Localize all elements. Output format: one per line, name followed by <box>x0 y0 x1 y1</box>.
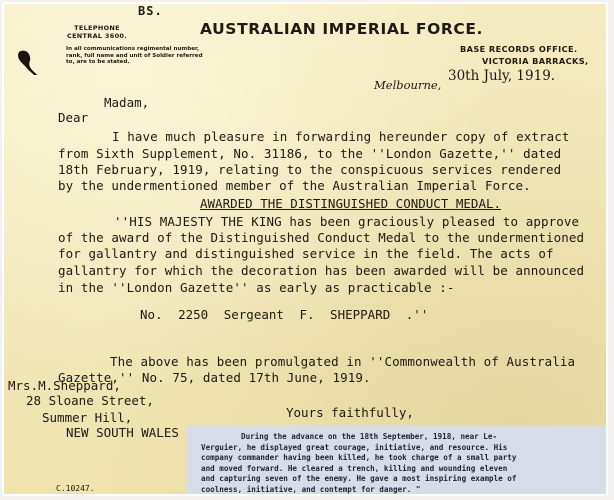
address-line: Mrs.M.Sheppard, <box>8 378 121 393</box>
paragraph-line: 18th February, 1919, relating to the conspicuous services rendered <box>58 162 562 177</box>
paragraph-line: from Sixth Supplement, No. 31186, to the ''London Gazette,'' dated <box>58 146 562 161</box>
document-frame <box>2 2 608 496</box>
citation-line: During the advance on the 18th September, 1918, near Le- <box>241 432 498 441</box>
instruction-line: rank, full name and unit of Soldier referred <box>66 52 203 59</box>
quote-line: for gallantry and distinguished service in the field. The acts of <box>58 246 554 261</box>
letter-date: 30th July, 1919. <box>448 68 556 84</box>
instructions-block <box>66 46 203 66</box>
telephone-number: CENTRAL 3600. <box>67 32 127 40</box>
soldier-line: No. 2250 Sergeant F. SHEPPARD .'' <box>140 307 429 322</box>
quote-line: in the ''London Gazette'' as early as practicable :- <box>58 280 455 295</box>
ink-blot-icon <box>16 48 38 76</box>
paragraph-line: Gazette,'' No. 75, dated 17th June, 1919. <box>58 370 371 385</box>
quote-line: ''HIS MAJESTY THE KING has been graciously pleased to approve <box>114 214 580 229</box>
quote-line: gallantry for which the decoration has been awarded will be announced <box>58 263 585 278</box>
address-line: 28 Sloane Street, <box>26 393 154 408</box>
instruction-line: In all communications regimental number, <box>66 46 200 52</box>
salutation-name: Madam, <box>104 95 150 110</box>
paragraph-line: The above has been promulgated in ''Commonwealth of Australia <box>110 354 576 369</box>
office-block <box>460 43 589 67</box>
reference-number: C.10247. <box>56 484 95 493</box>
top-code: BS. <box>138 4 163 18</box>
closing: Yours faithfully, <box>286 405 414 420</box>
salutation-label: Dear <box>58 110 89 125</box>
paragraph-line: I have much pleasure in forwarding hereunder copy of extract <box>112 129 570 144</box>
quote-line: of the award of the Distinguished Conduct Medal to the undermentioned <box>58 230 585 245</box>
office-name: BASE RECORDS OFFICE. <box>460 44 578 54</box>
letter-paper <box>4 4 606 494</box>
office-location: VICTORIA BARRACKS, <box>482 56 589 66</box>
citation-line: Verguier, he displayed great courage, initiative, and resource. His <box>201 442 508 452</box>
telephone-label: TELEPHONE <box>74 24 120 32</box>
instruction-line: to, are to be stated. <box>66 59 130 66</box>
address-line: NEW SOUTH WALES <box>66 425 179 440</box>
citation-line: and moved forward. He cleared a trench, killing and wounding eleven <box>201 463 508 473</box>
city: Melbourne, <box>374 78 442 92</box>
citation-line: company commander having been killed, he took charge of a small party <box>201 453 517 463</box>
citation-box <box>187 426 608 496</box>
telephone-block <box>67 24 127 40</box>
award-heading: AWARDED THE DISTINGUISHED CONDUCT MEDAL. <box>200 196 502 211</box>
letterhead-title: AUSTRALIAN IMPERIAL FORCE. <box>200 20 484 38</box>
citation-line: coolness, initiative, and contempt for danger. " <box>201 484 421 494</box>
address-line: Summer Hill, <box>42 410 133 425</box>
paragraph-line: by the undermentioned member of the Australian Imperial Force. <box>58 178 531 193</box>
citation-line: and capturing seven of the enemy. He gave a most inspiring example of <box>201 474 517 484</box>
